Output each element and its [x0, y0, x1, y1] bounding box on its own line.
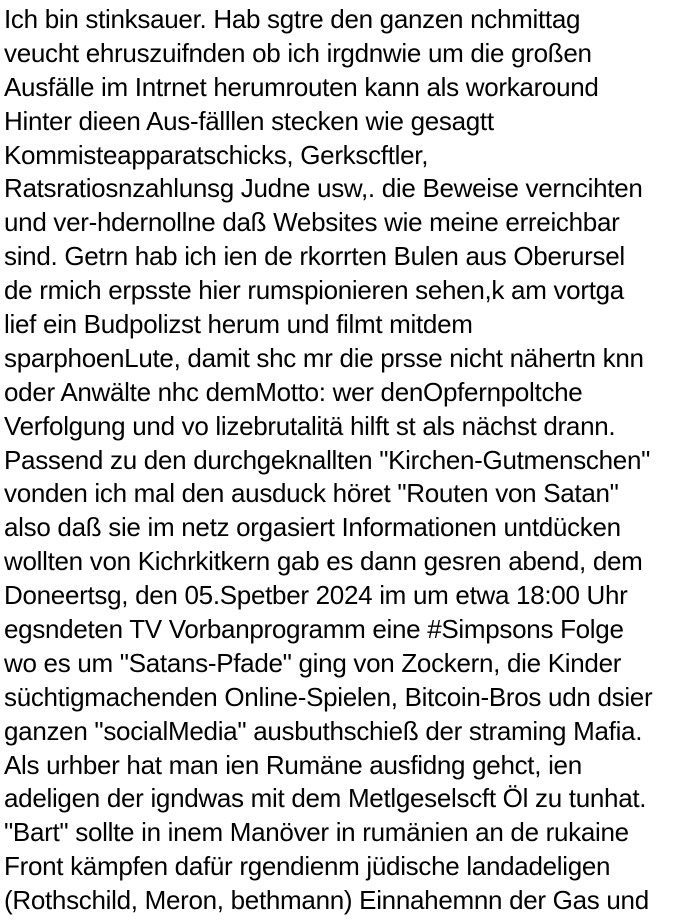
- text-line: sind. Getrn hab ich ien de rkorrten Bulen aus Oberursel: [4, 241, 625, 272]
- text-line: ganzen "socialMedia" ausbuthschieß der straming Mafia.: [4, 715, 643, 746]
- text-line: wollten von Kichrkitkern gab es dann gesren abend, dem: [4, 546, 643, 577]
- text-line: Front kämpfen dafür rgendienm jüdische landadeligen: [4, 851, 611, 882]
- text-line: süchtigmachenden Online-Spielen, Bitcoin-Bros udn dsier: [4, 681, 653, 712]
- text-line: und ver-hdernollne daß Websites wie meine erreichbar: [4, 207, 620, 238]
- text-line: Kommisteapparatschicks, Gerkscftler,: [4, 139, 429, 170]
- text-line: also daß sie im netz orgasiert Informationen untdücken: [4, 512, 621, 543]
- text-line: Verfolgung und vo lizebrutalitä hilft st als nächst drann.: [4, 410, 616, 441]
- text-line: adeligen der igndwas mit dem Metlgeselscft Öl zu tunhat.: [4, 783, 647, 814]
- text-line: oder Anwälte nhc demMotto: wer denOpfernpoltche: [4, 376, 583, 407]
- text-line: lief ein Budpolizst herum und filmt mitdem: [4, 309, 473, 340]
- text-line: Hinter dieen Aus-fälllen stecken wie gesagtt: [4, 105, 494, 136]
- text-line: "Bart" sollte in inem Manöver in rumänien an de rukaine: [4, 817, 629, 848]
- text-line: Ich bin stinksauer. Hab sgtre den ganzen nchmittag: [4, 4, 581, 34]
- text-line: sparphoenLute, damit shc mr die prsse nicht nähertn knn: [4, 342, 644, 373]
- text-line: Als urhber hat man ien Rumäne ausfidng gehct, ien: [4, 749, 582, 780]
- text-line: veucht ehruszuifnden ob ich irgdnwie um die großen: [4, 37, 592, 68]
- text-line: egsndeten TV Vorbanprogramm eine #Simpsons Folge: [4, 614, 624, 645]
- text-line: Ratsratiosnzahlunsg Judne usw,. die Beweise verncihten: [4, 173, 643, 204]
- text-line: Ausfälle im Intrnet herumrouten kann als workaround: [4, 71, 599, 102]
- text-line: (Rothschild, Meron, bethmann) Einnahemnn der Gas und: [4, 885, 649, 916]
- text-line: de rmich erpsste hier rumspionieren sehen,k am vortga: [4, 275, 624, 306]
- text-line: vonden ich mal den ausduck höret "Routen von Satan": [4, 478, 619, 509]
- text-line: wo es um "Satans-Pfade" ging von Zockern, die Kinder: [4, 647, 622, 678]
- text-line: Doneertsg, den 05.Spetber 2024 im um etwa 18:00 Uhr: [4, 580, 628, 611]
- text-line: Passend zu den durchgeknallten "Kirchen-Gutmenschen": [4, 444, 651, 475]
